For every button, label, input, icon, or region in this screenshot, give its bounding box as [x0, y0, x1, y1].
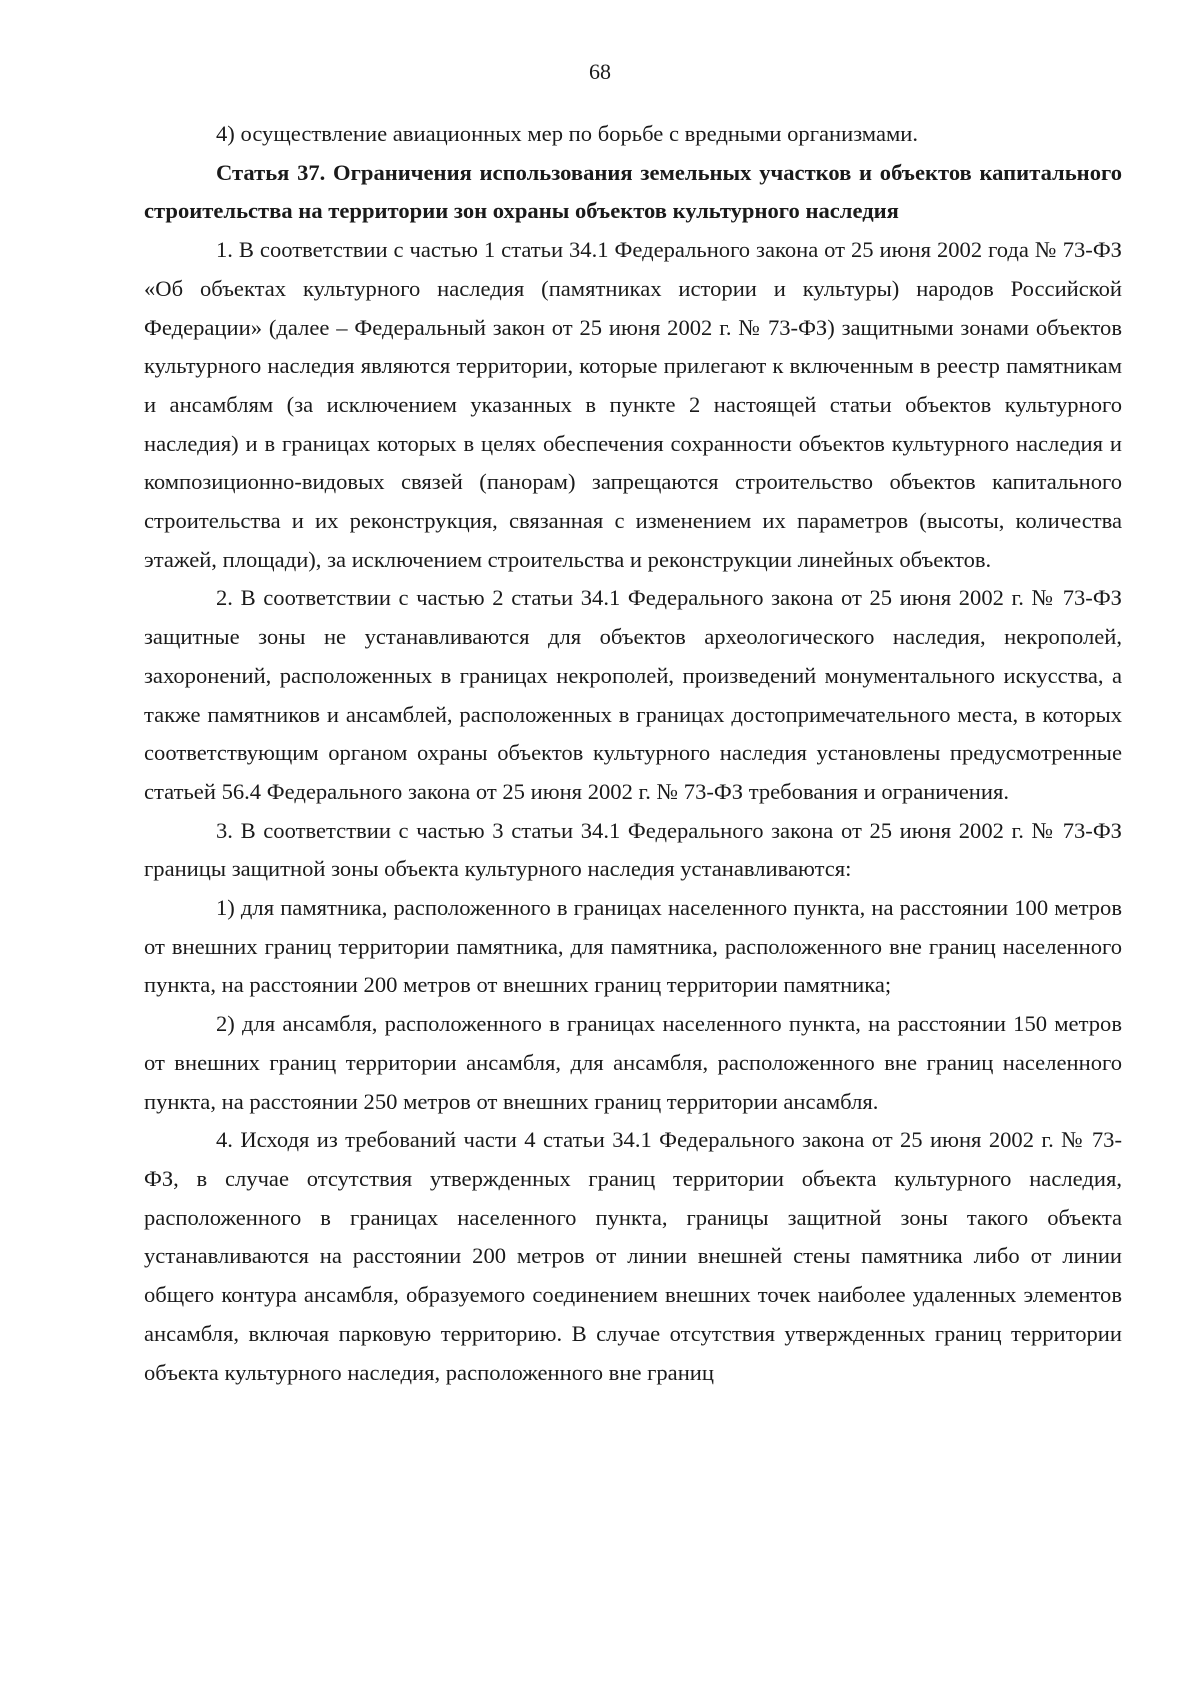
paragraph-clause-4: 4. Исходя из требований части 4 статьи 34.1 Федерального закона от 25 июня 2002 г. № 73-ФЗ, в случае отсутствия утвержденных границ территории объекта культурного наследия, расположенного в границах населенного пункта, границы защитной зоны такого объекта устанавливаются на расстоянии 200 метров от линии внешней стены памятника либо от линии общего контура ансамбля, образуемого соединением внешних точек наиболее удаленных элементов ансамбля, включая парковую территорию. В случае отсутствия утвержденных границ территории объекта культурного наследия, расположенного вне границ	[144, 1127, 1122, 1385]
document-body	[144, 115, 1122, 1392]
article-37-heading: Статья 37. Ограничения использования земельных участков и объектов капитального строительства на территории зон охраны объектов культурного наследия	[144, 159, 1122, 224]
paragraph-item-4-aviation: 4) осуществление авиационных мер по борьбе с вредными организмами.	[216, 121, 919, 146]
page-number: 68	[589, 59, 611, 84]
paragraph-clause-3: 3. В соответствии с частью 3 статьи 34.1 Федерального закона от 25 июня 2002 г. № 73-ФЗ границы защитной зоны объекта культурного наследия устанавливаются:	[144, 817, 1122, 882]
paragraph-clause-2: 2. В соответствии с частью 2 статьи 34.1 Федерального закона от 25 июня 2002 г. № 73-ФЗ защитные зоны не устанавливаются для объектов археологического наследия, некрополей, захоронений, расположенных в границах некрополей, произведений монументального искусства, а также памятников и ансамблей, расположенных в границах достопримечательного места, в которых соответствующим органом охраны объектов культурного наследия установлены предусмотренные статьей 56.4 Федерального закона от 25 июня 2002 г. № 73-ФЗ требования и ограничения.	[144, 585, 1122, 804]
paragraph-clause-3-item-1: 1) для памятника, расположенного в границах населенного пункта, на расстоянии 100 метров от внешних границ территории памятника, для памятника, расположенного вне границ населенного пункта, на расстоянии 200 метров от внешних границ территории памятника;	[144, 895, 1122, 998]
paragraph-clause-1: 1. В соответствии с частью 1 статьи 34.1 Федерального закона от 25 июня 2002 года № 73-ФЗ «Об объектах культурного наследия (памятниках истории и культуры) народов Российской Федерации» (далее – Федеральный закон от 25 июня 2002 г. № 73-ФЗ) защитными зонами объектов культурного наследия являются территории, которые прилегают к включенным в реестр памятникам и ансамблям (за исключением указанных в пункте 2 настоящей статьи объектов культурного наследия) и в границах которых в целях обеспечения сохранности объектов культурного наследия и композиционно-видовых связей (панорам) запрещаются строительство объектов капитального строительства и их реконструкция, связанная с изменением их параметров (высоты, количества этажей, площади), за исключением строительства и реконструкции линейных объектов.	[144, 237, 1122, 572]
paragraph-clause-3-item-2: 2) для ансамбля, расположенного в границах населенного пункта, на расстоянии 150 метров от внешних границ территории ансамбля, для ансамбля, расположенного вне границ населенного пункта, на расстоянии 250 метров от внешних границ территории ансамбля.	[144, 1011, 1122, 1114]
